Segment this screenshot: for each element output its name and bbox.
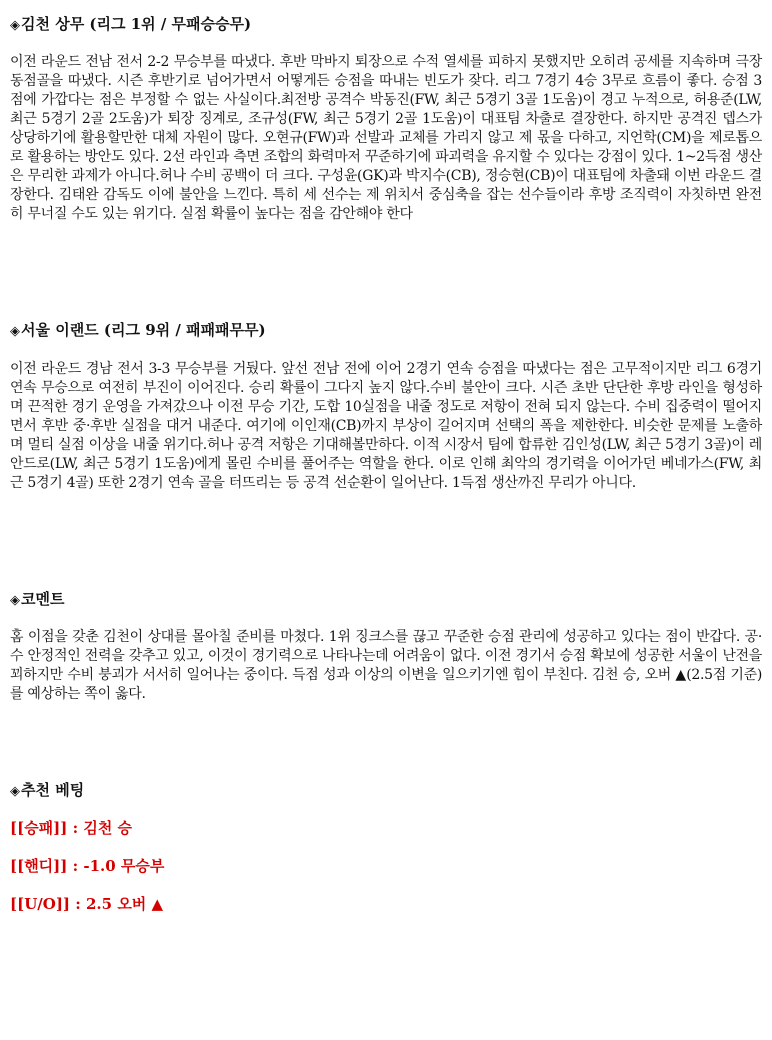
section-body-comment: 홈 이점을 갖춘 김천이 상대를 몰아칠 준비를 마쳤다. 1위 징크스를 끊고 꾸준한 승점 관리에 성공하고 있다는 점이 반갑다. 공·수 안정적인 전력을 갖추고 있고, 이것이 경기력으로 나타나는데 어려움이 없다. 이전 경기서 승점 확보에 성공한 서울이 난전을 꾀하지만 수비 붕괴가 서서히 일어나는 중이다. 득점 성과 이상의 이변을 일으키기엔 힘이 부친다. 김천 승, 오버 ▲(2.5점 기준)를 예상하는 쪽이 옳다. (10, 629, 762, 702)
diamond-bullet-icon: ◈ (10, 18, 20, 33)
section-title: 코멘트 (21, 590, 65, 608)
pick-handicap: [[핸디]] : -1.0 무승부 (10, 857, 165, 875)
section-heading-seoul-eland (10, 320, 266, 342)
section-title: 서울 이랜드 (리그 9위 / 패패패무무) (21, 321, 266, 339)
section-title: 추천 베팅 (21, 781, 85, 799)
section-heading-recommended-bet (10, 780, 84, 802)
pick-win-loss: [[승패]] : 김천 승 (10, 819, 133, 837)
pick-over-under: [[U/O]] : 2.5 오버 ▲ (10, 895, 164, 913)
diamond-bullet-icon: ◈ (10, 784, 20, 799)
section-body-seoul-eland: 이전 라운드 경남 전서 3-3 무승부를 거뒀다. 앞선 전남 전에 이어 2경기 연속 승점을 따냈다는 점은 고무적이지만 리그 6경기 연속 무승으로 여전히 부진이 이어진다. 승리 확률이 그다지 높지 않다.수비 불안이 크다. 시즌 초반 단단한 후방 라인을 형성하며 끈적한 경기 운영을 가져갔으나 이전 무승 기간, 도합 10실점을 내줄 정도로 저항이 전혀 되지 않는다. 수비 집중력이 떨어지면서 후반 중·후반 실점을 대거 내준다. 여기에 이인재(CB)까지 부상이 길어지며 선택의 폭을 제한한다. 비슷한 문제를 노출하며 멀티 실점 이상을 내줄 위기다.허나 공격 저항은 기대해볼만하다. 이적 시장서 팀에 합류한 김인성(LW, 최근 5경기 3골)이 레안드로(LW, 최근 5경기 1도움)에게 몰린 수비를 풀어주는 역할을 한다. 이로 인해 최악의 경기력을 이어가던 베네가스(FW, 최근 5경기 4골) 또한 2경기 연속 골을 터뜨리는 등 공격 선순환이 일어난다. 1득점 생산까진 무리가 아니다. (10, 361, 762, 491)
diamond-bullet-icon: ◈ (10, 593, 20, 608)
diamond-bullet-icon: ◈ (10, 324, 20, 339)
section-heading-comment (10, 589, 64, 611)
section-heading-gimcheon (10, 14, 251, 36)
section-body-gimcheon: 이전 라운드 전남 전서 2-2 무승부를 따냈다. 후반 막바지 퇴장으로 수적 열세를 피하지 못했지만 오히려 공세를 지속하며 극장 동점골을 따냈다. 시즌 후반기로 넘어가면서 어떻게든 승점을 따내는 빈도가 잦다. 리그 7경기 4승 3무로 흐름이 좋다. 승점 3점에 가깝다는 점은 부정할 수 없는 사실이다.최전방 공격수 박동진(FW, 최근 5경기 3골 1도움)이 경고 누적으로, 허용준(LW, 최근 5경기 2골 2도움)가 퇴장 징계로, 조규성(FW, 최근 5경기 2골 1도움)이 대표팀 차출로 결장한다. 하지만 공격진 뎁스가 상당하기에 활용할만한 대체 자원이 많다. 오현규(FW)과 선발과 교체를 가리지 않고 제 몫을 다하고, 지언학(CM)을 제로톱으로 활용하는 방안도 있다. 2선 라인과 측면 조합의 화력마저 꾸준하기에 파괴력을 유지할 수 있다는 강점이 있다. 1~2득점 생산은 무리한 과제가 아니다.허나 수비 공백이 더 크다. 구성윤(GK)과 박지수(CB), 정승현(CB)이 대표팀에 차출돼 이번 라운드 결장한다. 김태완 감독도 이에 불안을 느낀다. 특히 세 선수는 제 위치서 중심축을 잡는 선수들이라 후방 조직력이 자칫하면 완전히 무너질 수도 있는 위기다. 실점 확률이 높다는 점을 감안해야 한다 (10, 54, 762, 222)
section-title: 김천 상무 (리그 1위 / 무패승승무) (21, 15, 252, 33)
